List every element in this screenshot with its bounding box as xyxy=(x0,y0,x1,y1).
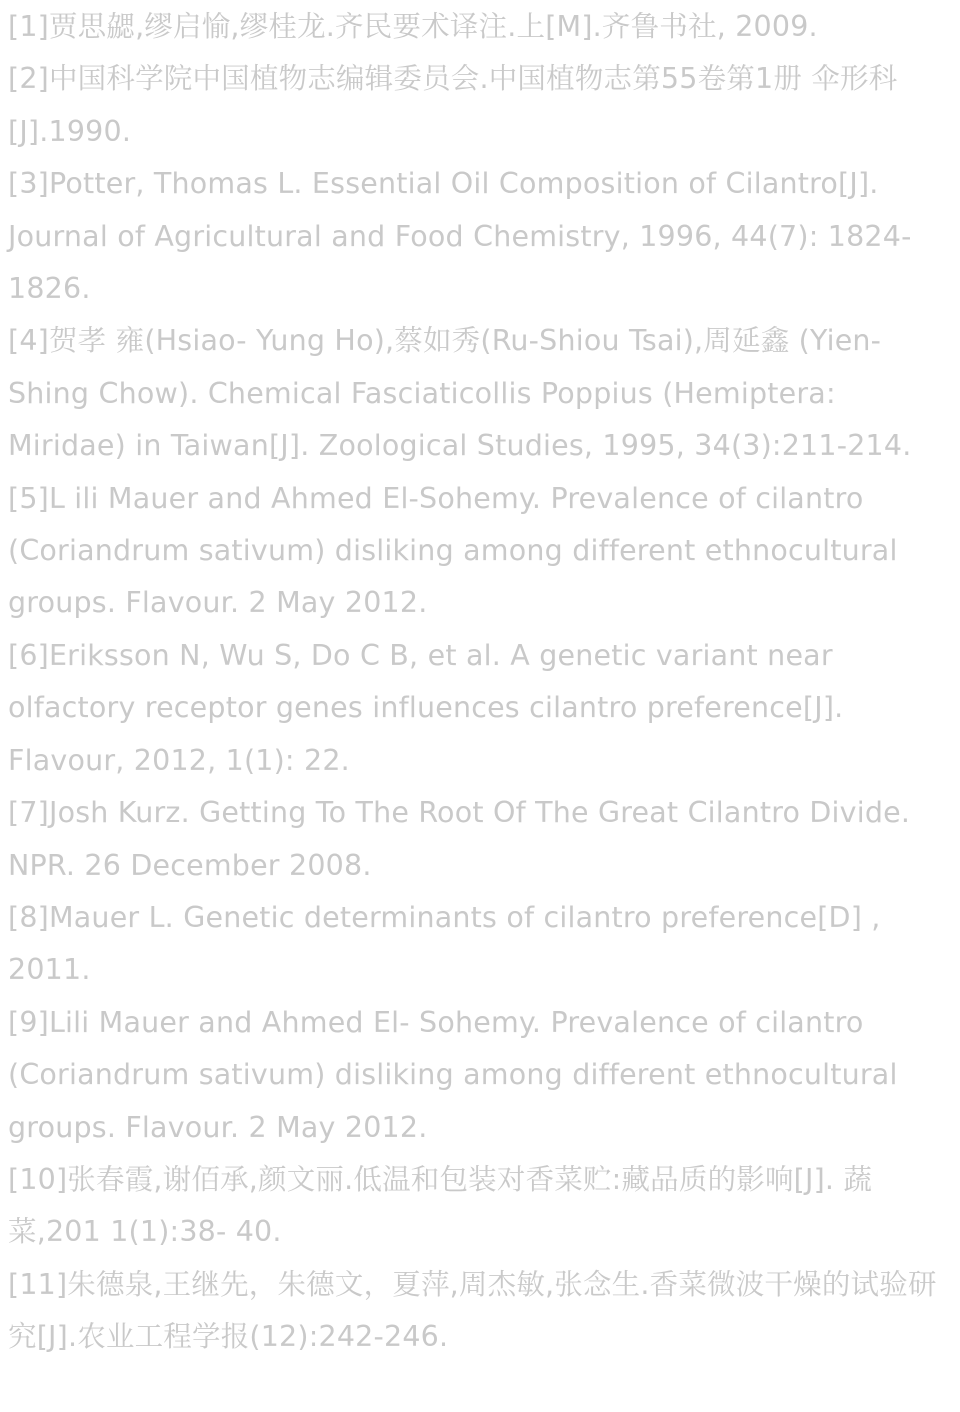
reference-item-1: [1]贾思勰,缪启愉,缪桂龙.齐民要术译注.上[M].齐鲁书社, 2009. xyxy=(8,10,818,43)
reference-item-10: [10]张春霞,谢佰承,颜文丽.低温和包装对香菜贮:藏品质的影响[J]. 蔬菜,201 1(1):38- 40. xyxy=(8,1162,873,1249)
reference-item-7: [7]Josh Kurz. Getting To The Root Of The Great Cilantro Divide. NPR. 26 December 2008. xyxy=(8,796,911,882)
reference-item-9: [9]Lili Mauer and Ahmed El- Sohemy. Prevalence of cilantro (Coriandrum sativum) disliking among different ethnocultural groups. Flavour. 2 May 2012. xyxy=(8,1005,898,1144)
reference-list xyxy=(8,1,952,1364)
reference-item-5: [5]L ili Mauer and Ahmed El-Sohemy. Prevalence of cilantro (Coriandrum sativum) disliking among different ethnocultural groups. Flavour. 2 May 2012. xyxy=(8,481,898,620)
reference-item-11: [11]朱德泉,王继先，朱德文，夏萍,周杰敏,张念生.香菜微波干燥的试验研究[J].农业工程学报(12):242-246. xyxy=(8,1267,937,1354)
reference-item-3: [3]Potter, Thomas L. Essential Oil Composition of Cilantro[J]. Journal of Agricultural and Food Chemistry, 1996, 44(7): 1824-1826. xyxy=(8,167,912,306)
reference-item-8: [8]Mauer L. Genetic determinants of cilantro preference[D] , 2011. xyxy=(8,900,881,987)
reference-item-2: [2]中国科学院中国植物志编辑委员会.中国植物志第55卷第1册 伞形科[J].1990. xyxy=(8,62,898,148)
reference-item-4: [4]贺孝 雍(Hsiao- Yung Ho),蔡如秀(Ru-Shiou Tsai),周延鑫 (Yien- Shing Chow). Chemical Fasciaticollis Poppius (Hemiptera: Miridae) in Taiwan[J]. Zoological Studies, 1995, 34(3):211-214. xyxy=(8,324,912,463)
reference-item-6: [6]Eriksson N, Wu S, Do C B, et al. A genetic variant near olfactory receptor genes influences cilantro preference[J]. Flavour, 2012, 1(1): 22. xyxy=(8,638,844,777)
